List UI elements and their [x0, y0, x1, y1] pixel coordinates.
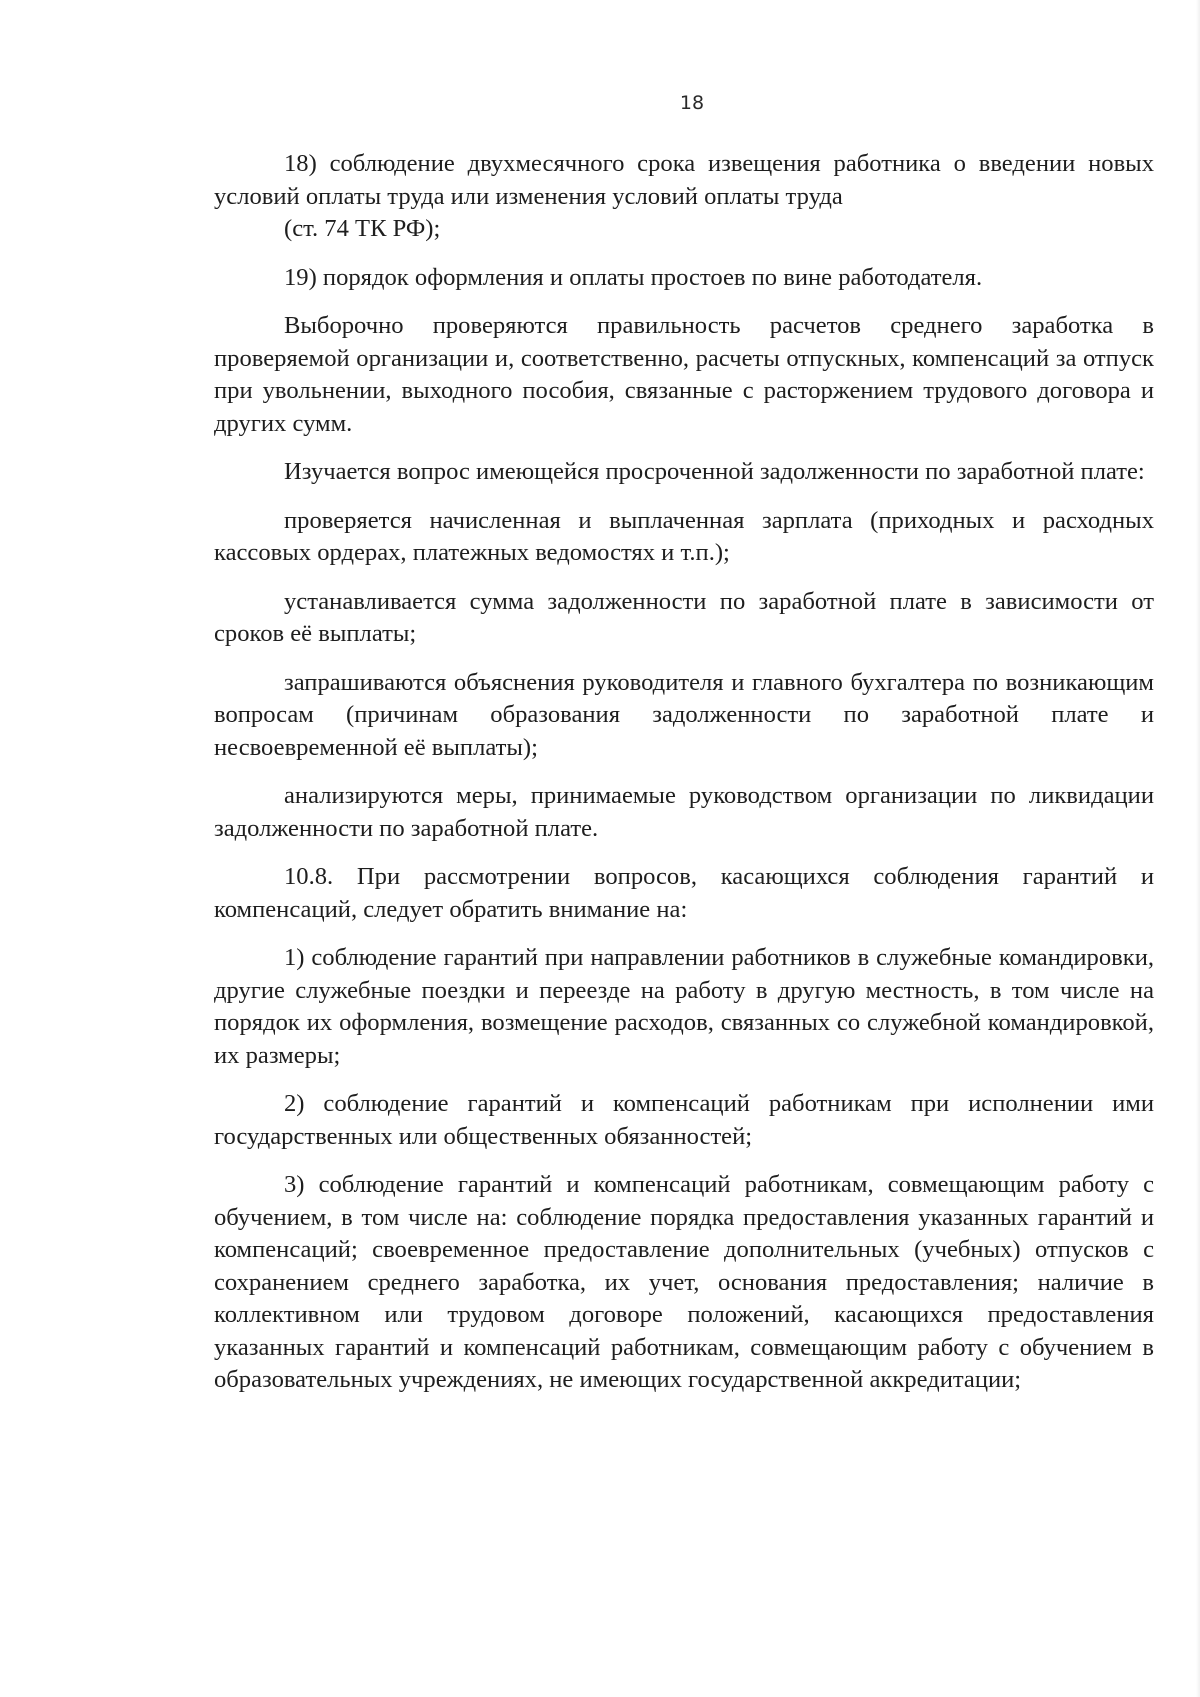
- paragraph-item-18: [214, 148, 1154, 246]
- paragraph-item-18-line-2: (ст. 74 ТК РФ);: [284, 215, 441, 242]
- document-body: [214, 148, 1154, 1413]
- paragraph-section-10-8: 10.8. При рассмотрении вопросов, касающихся соблюдения гарантий и компенсаций, следует обратить внимание на:: [214, 863, 1154, 923]
- paragraph-guarantee-2: 2) соблюдение гарантий и компенсаций работникам при исполнении ими государственных или общественных обязанностей;: [214, 1090, 1154, 1150]
- paragraph-guarantee-3: 3) соблюдение гарантий и компенсаций работникам, совмещающим работу с обучением, в том числе на: соблюдение порядка предоставления указанных гарантий и компенсаций; своевременное предоставление дополнительных (учебных) отпусков с сохранением среднего заработка, их учет, основания предоставления; наличие в коллективном или трудовом договоре положений, касающихся предоставления указанных гарантий и компенсаций работникам, совмещающим работу с обучением в образовательных учреждениях, не имеющих государственной аккредитации;: [214, 1171, 1154, 1393]
- paragraph-average-earnings-check: Выборочно проверяются правильность расчетов среднего заработка в проверяемой организации и, соответственно, расчеты отпускных, компенсаций за отпуск при увольнении, выходного пособия, связанные с расторжением трудового договора и других сумм.: [214, 312, 1154, 437]
- paragraph-salary-accrued-check: проверяется начисленная и выплаченная зарплата (приходных и расходных кассовых ордерах, платежных ведомостях и т.п.);: [214, 506, 1154, 566]
- paragraph-item-18-line-1: 18) соблюдение двухмесячного срока извещения работника о введении новых условий оплаты труда или изменения условий оплаты труда: [214, 150, 1154, 210]
- paragraph-item-19: 19) порядок оформления и оплаты простоев по вине работодателя.: [284, 263, 983, 291]
- paragraph-overdue-debt-intro: Изучается вопрос имеющейся просроченной задолженности по заработной плате:: [284, 458, 1145, 485]
- paragraph-debt-amount: устанавливается сумма задолженности по заработной плате в зависимости от сроков её выплаты;: [214, 587, 1154, 647]
- paragraph-measures-analyzed: анализируются меры, принимаемые руководством организации по ликвидации задолженности по заработной плате.: [214, 782, 1154, 842]
- page-number: 18: [679, 92, 705, 114]
- paragraph-guarantee-1: 1) соблюдение гарантий при направлении работников в служебные командировки, другие служебные поездки и переезде на работу в другую местность, в том числе на порядок их оформления, возмещение расходов, связанных со служебной командировкой, их размеры;: [214, 944, 1154, 1069]
- scan-edge: [1196, 0, 1200, 1697]
- paragraph-explanations-requested: запрашиваются объяснения руководителя и главного бухгалтера по возникающим вопросам (причинам образования задолженности по заработной плате и несвоевременной её выплаты);: [214, 668, 1154, 761]
